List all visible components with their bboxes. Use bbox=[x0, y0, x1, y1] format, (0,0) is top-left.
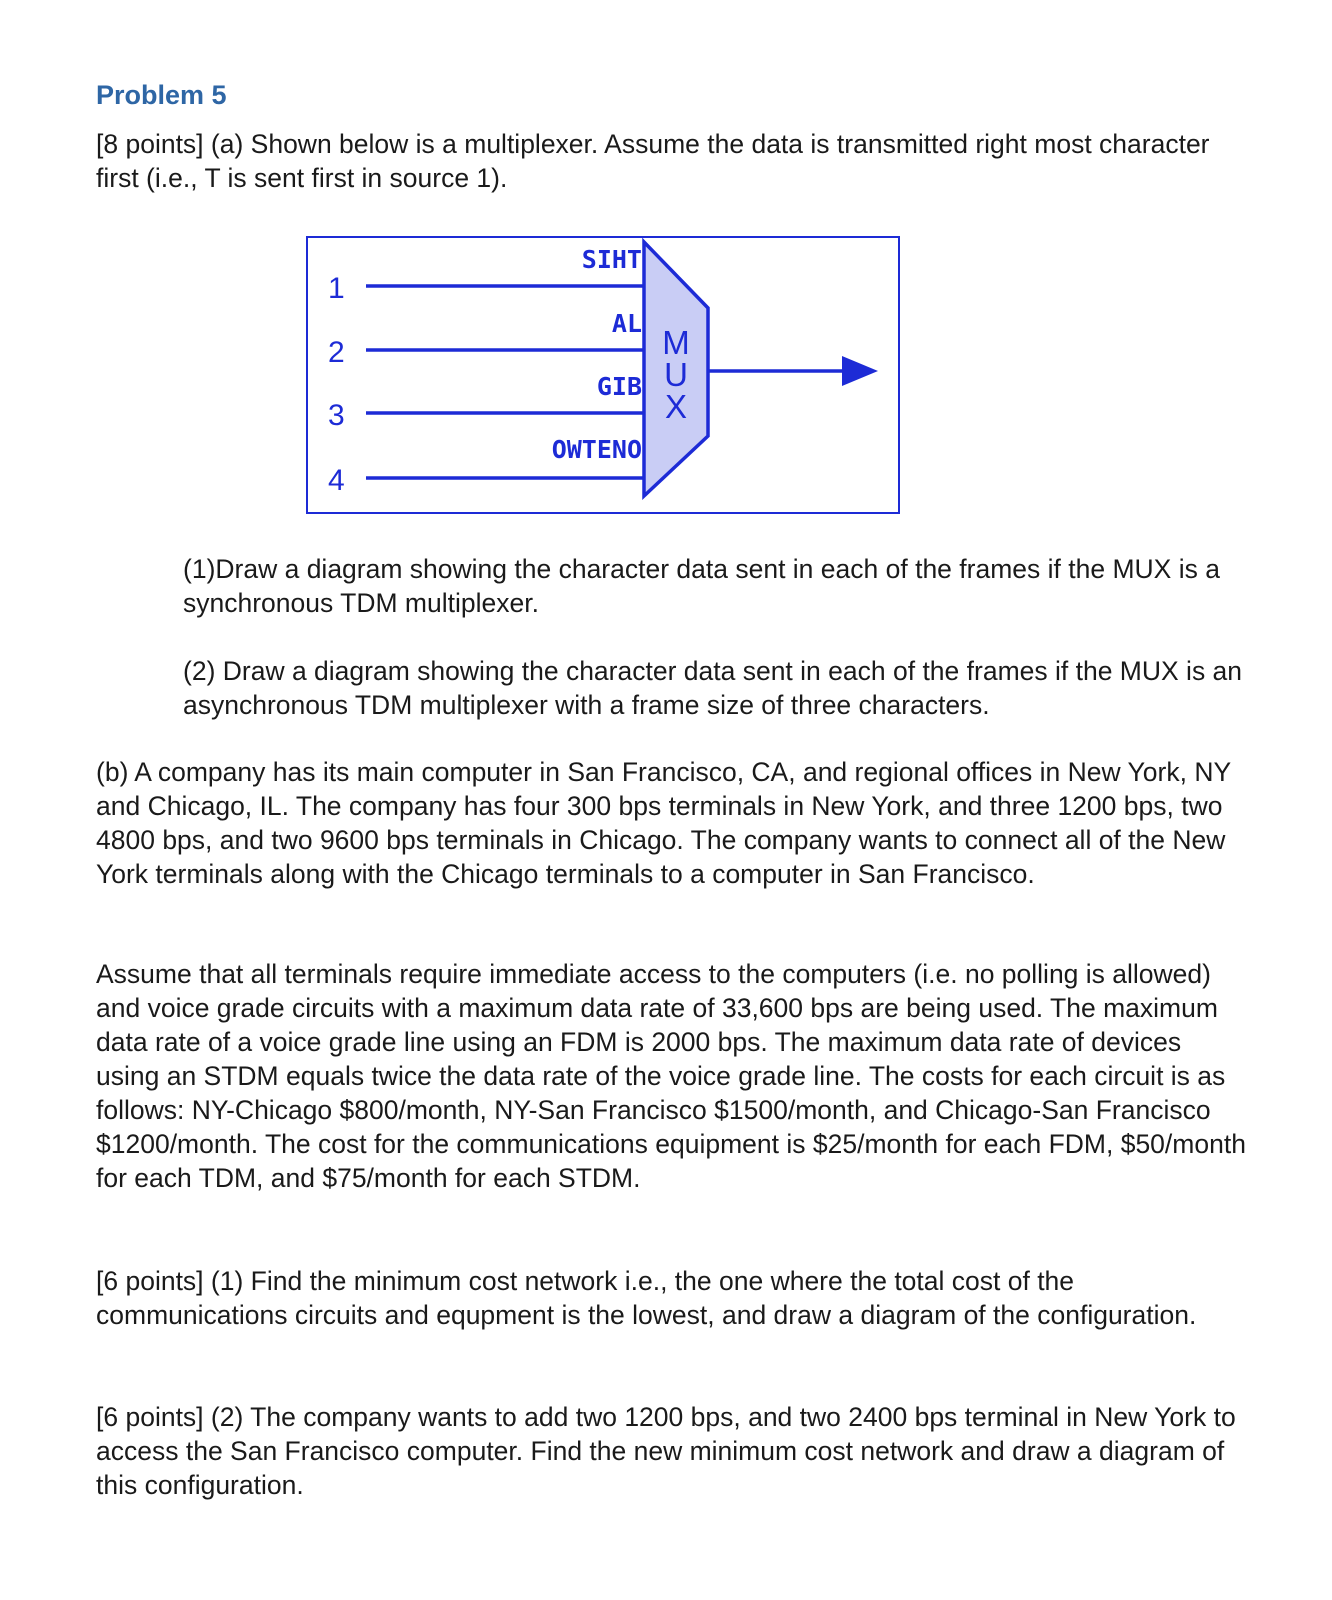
source-number-4: 4 bbox=[328, 464, 345, 497]
source-number-3: 3 bbox=[328, 399, 345, 432]
problem-title: Problem 5 bbox=[96, 80, 227, 110]
multiplexer-diagram bbox=[306, 236, 900, 514]
source-data-3: GIB bbox=[596, 372, 642, 401]
part-a-intro: [8 points] (a) Shown below is a multiplexer. Assume the data is transmitted right most character first (i.e., T is sent first in source 1). bbox=[96, 129, 1210, 193]
mux-letter-u: U bbox=[664, 356, 688, 393]
part-b-question-2: [6 points] (2) The company wants to add two 1200 bps, and two 2400 bps terminal in New York to access the San Francisco computer. Find the new minimum cost network and draw a diagram of this configuration. bbox=[96, 1402, 1236, 1500]
source-number-2: 2 bbox=[328, 336, 345, 369]
mux-letter-m: M bbox=[662, 324, 690, 361]
source-data-1: SIHT bbox=[581, 245, 642, 274]
source-data-4: OWTENO bbox=[551, 435, 642, 464]
part-b-intro: (b) A company has its main computer in San Francisco, CA, and regional offices in New York, NY and Chicago, IL. The company has four 300 bps terminals in New York, and three 1200 bps, two 4800 bps, and two 9600 bps terminals in Chicago. The company wants to connect all of the New York terminals along with the Chicago terminals to a computer in San Francisco. bbox=[96, 757, 1231, 889]
part-a-question-2: (2) Draw a diagram showing the character data sent in each of the frames if the MUX is an asynchronous TDM multiplexer with a frame size of three characters. bbox=[183, 656, 1243, 720]
source-data-2: AL bbox=[611, 309, 642, 338]
part-b-question-1: [6 points] (1) Find the minimum cost network i.e., the one where the total cost of the communications circuits and equpment is the lowest, and draw a diagram of the configuration. bbox=[96, 1266, 1197, 1330]
part-b-assumptions: Assume that all terminals require immediate access to the computers (i.e. no polling is allowed) and voice grade circuits with a maximum data rate of 33,600 bps are being used. The maximum data rate of a voice grade line using an FDM is 2000 bps. The maximum data rate of devices using an STDM equals twice the data rate of the voice grade line. The costs for each circuit is as follows: NY-Chicago $800/month, NY-San Francisco $1500/month, and Chicago-San Francisco $1200/month. The cost for the communications equipment is $25/month for each FDM, $50/month for each TDM, and $75/month for each STDM. bbox=[96, 959, 1246, 1193]
output-arrowhead-icon bbox=[842, 356, 878, 386]
source-number-1: 1 bbox=[328, 272, 345, 305]
mux-letter-x: X bbox=[664, 388, 688, 425]
part-a-question-1: (1)Draw a diagram showing the character data sent in each of the frames if the MUX is a synchronous TDM multiplexer. bbox=[183, 554, 1220, 618]
